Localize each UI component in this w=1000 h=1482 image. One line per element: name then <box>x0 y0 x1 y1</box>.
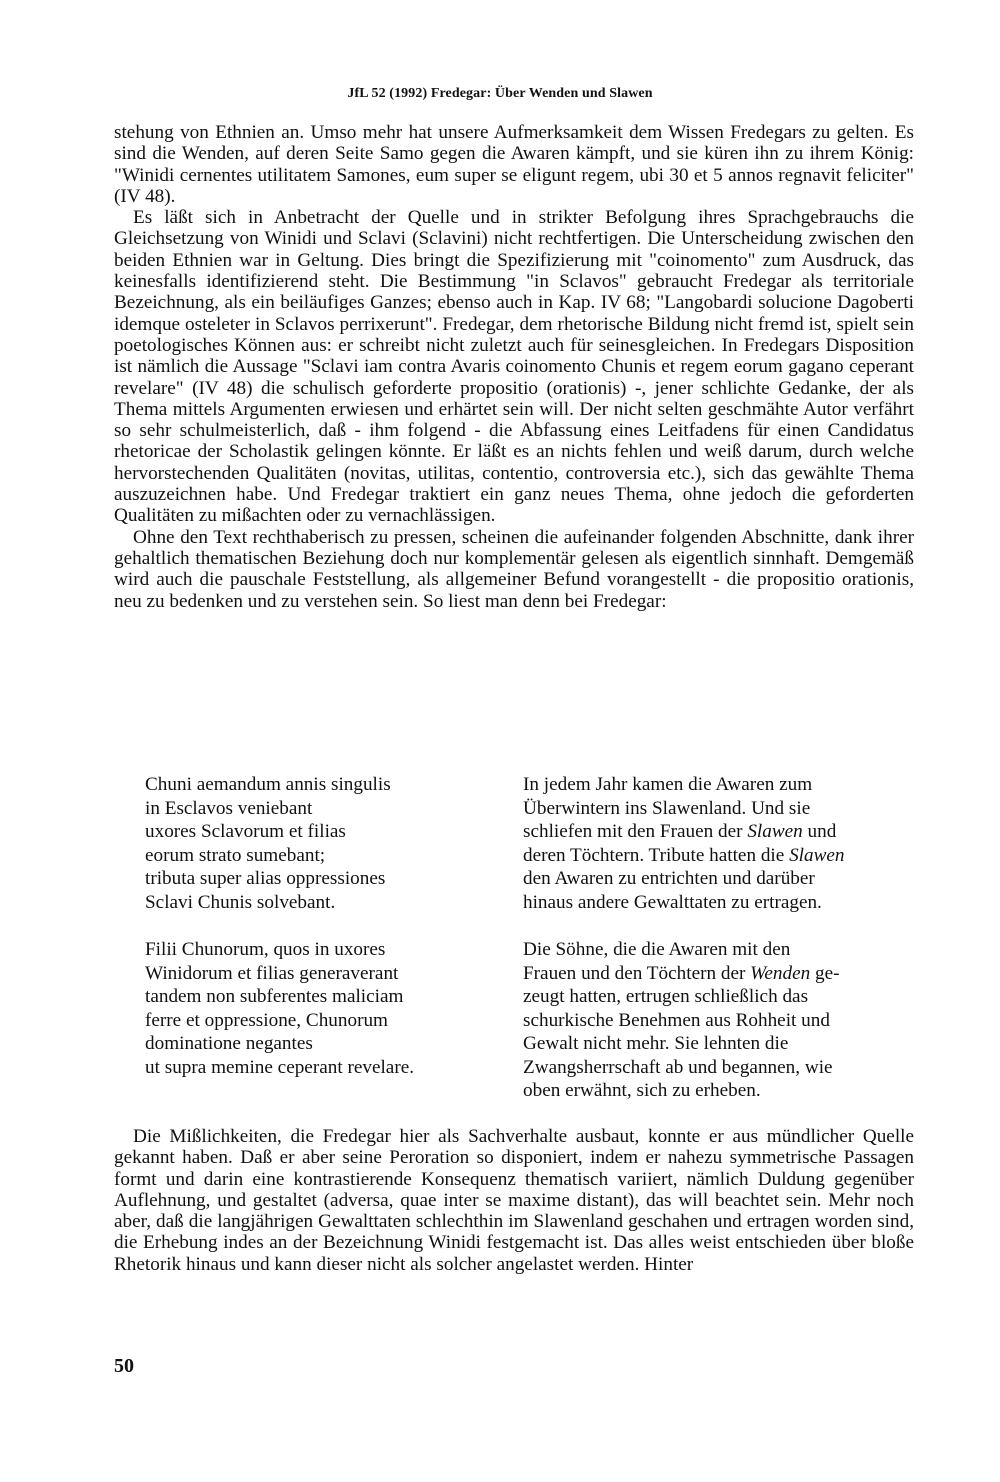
latin-line: uxores Sclavorum et filias <box>145 821 346 842</box>
latin-line: Winidorum et filias generaverant <box>145 962 399 984</box>
latin-line: in Esclavos veniebant <box>145 797 313 819</box>
german-line: den Awaren zu entrichten und darüber <box>523 868 815 889</box>
german-line: Die Söhne, die die Awaren mit den <box>523 939 791 960</box>
latin-line: Chuni aemandum annis singulis <box>145 774 391 795</box>
german-line: In jedem Jahr kamen die Awaren zum <box>523 774 813 795</box>
stanza-gap <box>523 914 845 938</box>
german-line: Zwangsherrschaft ab und begannen, wie <box>523 1056 833 1078</box>
paragraph-4: Die Mißlichkeiten, die Fredegar hier als Sachverhalte ausbaut, konnte er aus mündlicher Quelle gekannt haben. Daß er aber seine Peroration so disponiert, indem er nahezu symmetrische Passagen formt und darin eine kontrastierende Konsequenz thematisch variiert, nämlich Duldung gegenüber Auflehnung, und gestaltet (adversa, quae inter se maxime distant), das will beachtet sein. Mehr noch aber, daß die langjährigen Gewalttaten schlechthin im Slawenland geschahen und ertragen worden sind, die Erhebung indes an der Bezeichnung Winidi festgemacht ist. Das alles weist entschieden über bloße Rhetorik hinaus und kann dieser nicht als solcher angelastet werden. Hinter <box>114 1126 914 1275</box>
latin-line: tributa super alias oppressiones <box>145 868 386 889</box>
latin-line: Sclavi Chunis solvebant. <box>145 891 336 913</box>
german-line: zeugt hatten, ertrugen schließlich das <box>523 986 809 1007</box>
latin-verse <box>145 773 414 1079</box>
emphasis-text: Slawen <box>789 844 845 866</box>
german-line <box>523 844 845 868</box>
german-line: oben erwähnt, sich zu erheben. <box>523 1080 761 1101</box>
latin-line: ut supra memine ceperant revelare. <box>145 1056 415 1078</box>
german-line: schurkische Benehmen aus Rohheit und <box>523 1009 830 1031</box>
body-text-bottom <box>114 1126 914 1275</box>
body-text-top <box>114 122 914 612</box>
paragraph-1: stehung von Ethnien an. Umso mehr hat unsere Aufmerksamkeit dem Wissen Fredegars zu gelten. Es sind die Wenden, auf deren Seite Samo gegen die Awaren kämpft, und sie küren ihn zu ihrem König: "Winidi cernentes utilitatem Samones, eum super se eligunt regem, ubi 30 et 5 annos regnavit feliciter" (IV 48). <box>114 122 914 207</box>
german-line: Gewalt nicht mehr. Sie lehnten die <box>523 1033 789 1054</box>
latin-line: tandem non subferentes maliciam <box>145 986 404 1007</box>
latin-line: ferre et oppressione, Chunorum <box>145 1009 388 1031</box>
latin-line: eorum strato sumebant; <box>145 844 326 866</box>
german-line <box>523 962 845 986</box>
running-head: JfL 52 (1992) Fredegar: Über Wenden und Slawen <box>347 86 653 101</box>
page-number: 50 <box>114 1355 134 1377</box>
emphasis-text: Slawen <box>747 821 803 842</box>
latin-line: dominatione negantes <box>145 1033 313 1054</box>
paragraph-3: Ohne den Text rechthaberisch zu pressen, scheinen die aufeinander folgenden Abschnitte, dank ihrer gehaltlich thematischen Beziehung doch nur komplementär gelesen als eigentlich sinnhaft. Demgemäß wird auch die pauschale Feststellung, als allgemeiner Befund vorangestellt - die propositio orationis, neu zu bedenken und zu verstehen sein. So liest man denn bei Fredegar: <box>114 526 914 612</box>
paragraph-2: Es läßt sich in Anbetracht der Quelle und in strikter Befolgung ihres Sprachgebrauchs die Gleichsetzung von Winidi und Sclavi (Sclavini) nicht rechtfertigen. Die Unterscheidung zwischen den beiden Ethnien war in Geltung. Dies bringt die Spezifizierung mit "coinomento" zum Ausdruck, das keinesfalls identifizierend steht. Die Bestimmung "in Sclavos" gebraucht Fredegar als territoriale Bezeichnung, als ein beiläufiges Ganzes; ebenso auch in Kap. IV 68; "Langobardi solucione Dagoberti idemque osteleter in Sclavos perrixerunt". Fredegar, dem rhetorische Bildung nicht fremd ist, spielt sein poetologisches Können aus: er schreibt nicht zuletzt auch für seinesgleichen. In Fredegars Disposition ist nämlich die Aussage "Sclavi iam contra Avaris coinomento Chunis et regem eorum gagano ceperant revelare" (IV 48) die schulisch geforderte propositio (orationis) -, jener schlichte Gedanke, der als Thema mittels Argumenten erwiesen und erhärtet sein will. Der nicht selten geschmähte Autor verfährt so sehr schulmeisterlich, daß - ihm folgend - die Abfassung eines Leitfadens für einen Candidatus rhetoricae der Scholastik gelingen könnte. Er läßt es an nichts fehlen und weiß darum, durch welche hervorstechenden Qualitäten (novitas, utilitas, contentio, controversia etc.), sich das gewählte Thema auszuzeichnen habe. Und Fredegar traktiert ein ganz neues Thema, ohne jedoch die geforderten Qualitäten zu mißachten oder zu vernachlässigen. <box>114 207 914 527</box>
stanza-gap <box>145 914 414 938</box>
german-line: Überwintern ins Slawenland. Und sie <box>523 797 811 819</box>
german-text: Frauen und den Töchtern der <box>523 962 751 984</box>
german-text: deren Töchtern. Tribute hatten die <box>523 844 790 866</box>
latin-line: Filii Chunorum, quos in uxores <box>145 939 386 960</box>
german-translation <box>523 773 845 1103</box>
german-line <box>523 820 845 844</box>
german-text: und <box>802 821 837 842</box>
german-text: schliefen mit den Frauen der <box>523 821 748 842</box>
emphasis-text: Wenden <box>750 962 811 984</box>
german-line: hinaus andere Gewalttaten zu ertragen. <box>523 891 822 913</box>
german-text: ge- <box>810 962 840 984</box>
